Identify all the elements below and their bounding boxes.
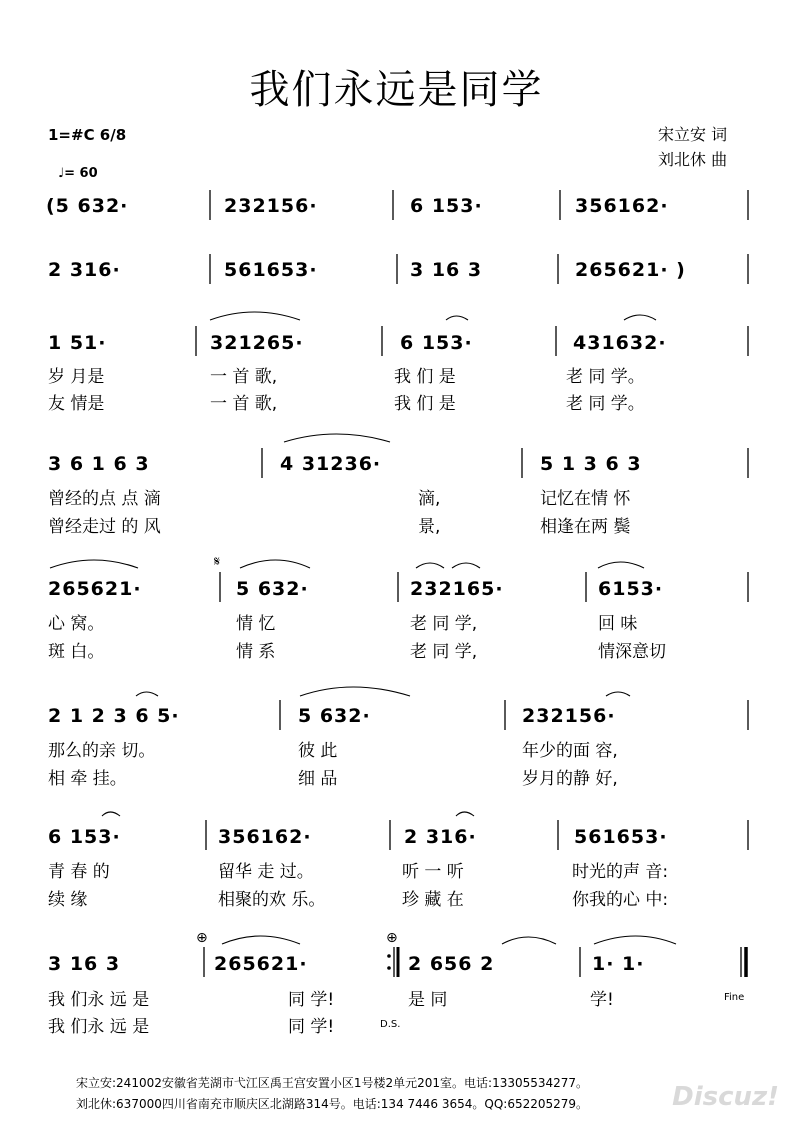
slur: [136, 692, 158, 696]
measure-3-4: 431632·: [573, 332, 667, 354]
repeat-bar: [387, 947, 398, 977]
coda-mark-1: ⊕: [196, 930, 208, 946]
measure-4-2: 4 31236·: [280, 453, 382, 475]
lyric-5-1a: 心 窝。: [48, 614, 105, 634]
lyric-3-1b: 友 情是: [48, 394, 105, 414]
lyric-7-3b: 珍 藏 在: [402, 890, 464, 910]
slur: [598, 562, 644, 568]
lyric-7-1b: 续 缘: [48, 890, 88, 910]
measure-8-3: 2 656 2: [408, 953, 495, 975]
slur: [50, 560, 138, 568]
bar-lines: [196, 190, 748, 977]
lyric-6-3a: 年少的面 容,: [522, 741, 618, 761]
slur: [452, 563, 480, 568]
lyric-3-4b: 老 同 学。: [566, 394, 645, 414]
tempo-marking: ♩= 60: [58, 166, 98, 181]
lyric-5-4b: 情深意切: [598, 642, 666, 662]
measure-2-3: 3 16 3: [410, 259, 483, 281]
segno-mark: 𝄋: [214, 554, 221, 570]
slurs: [50, 312, 676, 944]
lyric-5-3b: 老 同 学,: [410, 642, 478, 662]
lyric-3-4a: 老 同 学。: [566, 367, 645, 387]
measure-4-3: 5 1 3 6 3: [540, 453, 642, 475]
lyric-3-3b: 我 们 是: [394, 394, 456, 414]
slur: [300, 687, 410, 696]
lyric-4-1b: 曾经走过 的 风: [48, 517, 161, 537]
measure-3-2: 321265·: [210, 332, 304, 354]
lyric-7-2a: 留华 走 过。: [218, 862, 314, 882]
lyric-6-2a: 彼 此: [298, 741, 338, 761]
lyric-7-4a: 时光的声 音:: [572, 862, 669, 882]
lyric-8-2b: 同 学!: [288, 1017, 335, 1037]
measure-2-2: 561653·: [224, 259, 318, 281]
measure-6-2: 5 632·: [298, 705, 371, 727]
lyric-3-2b: 一 首 歌,: [210, 394, 278, 414]
measure-3-3: 6 153·: [400, 332, 473, 354]
measure-6-3: 232156·: [522, 705, 616, 727]
measure-5-4: 6153·: [598, 578, 664, 600]
lyric-8-4a: 学!: [590, 990, 614, 1010]
measure-7-3: 2 316·: [404, 826, 477, 848]
measure-2-4: 265621· ): [575, 259, 686, 281]
slur: [210, 312, 300, 320]
lyric-8-2a: 同 学!: [288, 990, 335, 1010]
lyric-8-1b: 我 们永 远 是: [48, 1017, 150, 1037]
measure-7-1: 6 153·: [48, 826, 121, 848]
lyric-5-3a: 老 同 学,: [410, 614, 478, 634]
lyric-4-3b: 相逢在两 鬓: [540, 517, 631, 537]
slur: [416, 563, 444, 568]
ds-mark: D.S.: [380, 1019, 401, 1030]
lyric-7-3a: 听 一 听: [402, 862, 464, 882]
lyric-4-1a: 曾经的点 点 滴: [48, 489, 161, 509]
measure-5-2: 5 632·: [236, 578, 309, 600]
measure-1-2: 232156·: [224, 195, 318, 217]
lyric-3-2a: 一 首 歌,: [210, 367, 278, 387]
lyric-5-4a: 回 味: [598, 614, 638, 634]
song-title: 我们永远是同学: [249, 67, 544, 113]
lyric-5-2a: 情 忆: [236, 614, 276, 634]
measure-8-1: 3 16 3: [48, 953, 121, 975]
slur: [446, 316, 468, 320]
lyric-5-1b: 斑 白。: [48, 642, 105, 662]
lyric-6-2b: 细 品: [298, 769, 338, 789]
measure-8-4: 1· 1·: [592, 953, 645, 975]
lyric-6-1a: 那么的亲 切。: [48, 741, 156, 761]
final-bar: [741, 947, 746, 977]
lyric-7-4b: 你我的心 中:: [572, 890, 669, 910]
fine-mark: Fine: [724, 992, 745, 1003]
measure-7-2: 356162·: [218, 826, 312, 848]
slur: [102, 812, 120, 816]
lyric-7-2b: 相聚的欢 乐。: [218, 890, 326, 910]
lyric-4-3a: 记忆在情 怀: [540, 489, 631, 509]
slur: [240, 560, 310, 568]
measure-7-4: 561653·: [574, 826, 668, 848]
lyric-5-2b: 情 系: [236, 642, 276, 662]
lyric-8-3a: 是 同: [408, 990, 448, 1010]
measure-4-1: 3 6 1 6 3: [48, 453, 150, 475]
key-signature: 1=#C 6/8: [48, 126, 127, 144]
slur: [456, 812, 474, 816]
slur: [594, 936, 676, 944]
slur: [284, 434, 390, 442]
slur: [606, 692, 630, 696]
slur: [222, 936, 300, 944]
contact-footer: [76, 1073, 588, 1115]
measure-2-1: 2 316·: [48, 259, 121, 281]
watermark-logo: Discuz!: [672, 1082, 779, 1112]
measure-3-1: 1 51·: [48, 332, 107, 354]
lyric-4-2a: 滴,: [418, 489, 441, 509]
measure-1-4: 356162·: [575, 195, 669, 217]
lyric-4-2b: 景,: [418, 517, 441, 537]
slur: [502, 937, 556, 944]
lyric-6-1b: 相 牵 挂。: [48, 769, 127, 789]
lyric-3-1a: 岁 月是: [48, 367, 105, 387]
composer-credit: 刘北休 曲: [658, 150, 728, 169]
measure-8-2: 265621·: [214, 953, 308, 975]
measure-5-3: 232165·: [410, 578, 504, 600]
lyricist-contact: 宋立安:241002安徽省芜湖市弋江区禹王宫安置小区1号楼2单元201室。电话:13305534277。: [76, 1076, 589, 1090]
lyric-3-3a: 我 们 是: [394, 367, 456, 387]
composer-contact: 刘北休:637000四川省南充市顺庆区北湖路314号。电话:134 7446 3654。QQ:652205279。: [76, 1097, 589, 1111]
lyric-8-1a: 我 们永 远 是: [48, 990, 150, 1010]
measure-1-3: 6 153·: [410, 195, 483, 217]
lyric-6-3b: 岁月的静 好,: [522, 769, 618, 789]
lyric-7-1a: 青 春 的: [48, 862, 110, 882]
coda-mark-2: ⊕: [386, 930, 398, 946]
measure-1-1: (5 632·: [46, 195, 129, 217]
lyricist-credit: 宋立安 词: [658, 125, 728, 144]
measure-6-1: 2 1 2 3 6 5·: [48, 705, 180, 727]
slur: [624, 315, 656, 320]
measure-5-1: 265621·: [48, 578, 142, 600]
